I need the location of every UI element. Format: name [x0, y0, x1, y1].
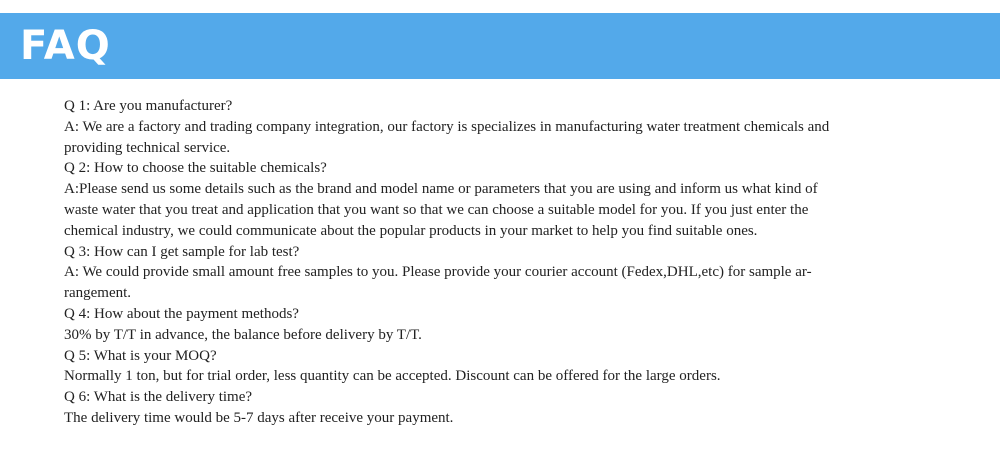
question-6: Q 6: What is the delivery time?: [64, 389, 253, 406]
answer-2-line-1: A:Please send us some details such as the brand and model name or parameters that you are using and inform us what kind of: [64, 181, 818, 198]
answer-5: Normally 1 ton, but for trial order, less quantity can be accepted. Discount can be offered for the large orders.: [64, 368, 721, 385]
answer-1-line-2: providing technical service.: [64, 139, 231, 156]
question-3: Q 3: How can I get sample for lab test?: [64, 243, 300, 260]
faq-header-banner: [0, 13, 1000, 79]
answer-4: 30% by T/T in advance, the balance before delivery by T/T.: [64, 326, 422, 343]
answer-3-line-2: rangement.: [64, 285, 132, 302]
answer-3-line-1: A: We could provide small amount free samples to you. Please provide your courier account (Fedex,DHL,etc) for sample ar-: [64, 264, 812, 281]
answer-2-line-2: waste water that you treat and application that you want so that we can choose a suitable model for you. If you just enter the: [64, 201, 809, 218]
question-5: Q 5: What is your MOQ?: [64, 347, 217, 364]
faq-content: [64, 96, 944, 429]
question-2: Q 2: How to choose the suitable chemicals?: [64, 160, 327, 177]
answer-2-line-3: chemical industry, we could communicate about the popular products in your market to help you find suitable ones.: [64, 222, 758, 239]
answer-1-line-1: A: We are a factory and trading company integration, our factory is specializes in manufacturing water treatment chemicals and: [64, 118, 830, 135]
question-1: Q 1: Are you manufacturer?: [64, 98, 233, 114]
question-4: Q 4: How about the payment methods?: [64, 305, 299, 322]
answer-6: The delivery time would be 5-7 days after receive your payment.: [64, 409, 454, 426]
page-title: FAQ: [20, 23, 111, 69]
